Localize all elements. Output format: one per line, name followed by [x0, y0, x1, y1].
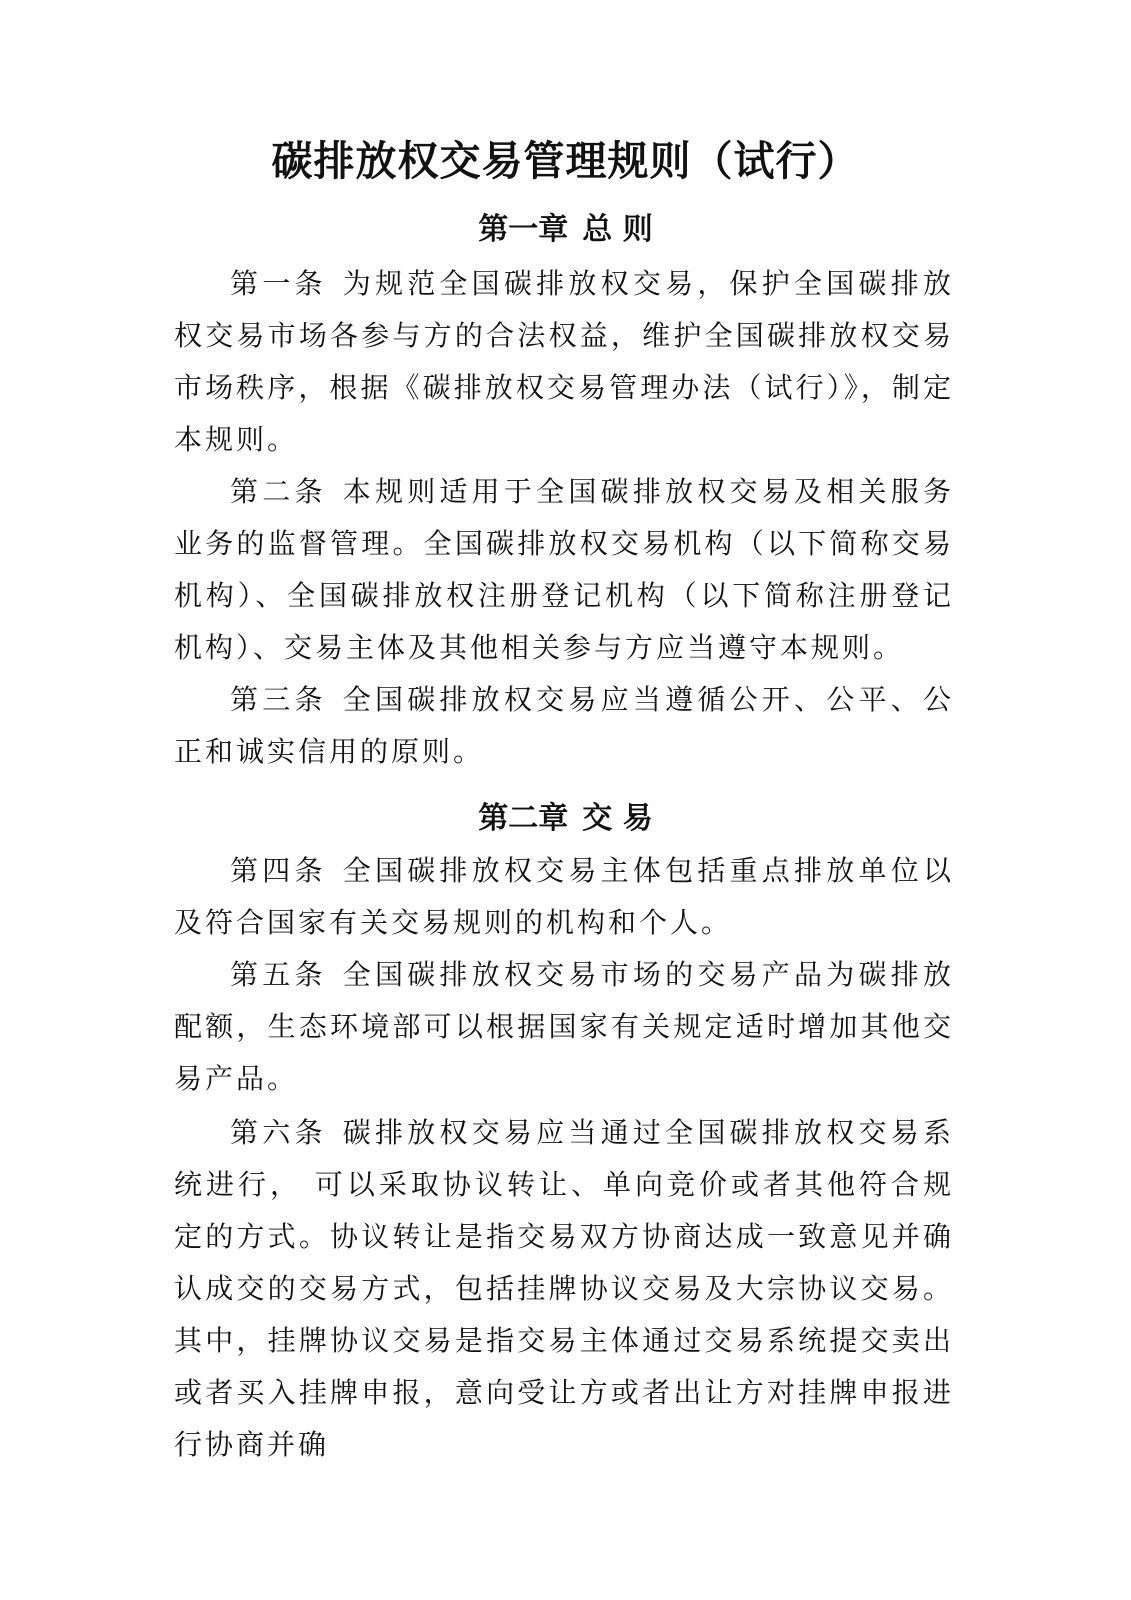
article-paragraph [174, 949, 954, 1105]
article-text: 为规范全国碳排放权交易，保护全国碳排放权交易市场各参与方的合法权益，维护全国碳排放权交易市场秩序，根据《碳排放权交易管理办法（试行）》，制定本规则。 [174, 267, 954, 456]
chapter-name: 总 则 [582, 212, 653, 247]
article-text: 全国碳排放权交易主体包括重点排放单位以及符合国家有关交易规则的机构和个人。 [174, 854, 954, 939]
article-number: 第四条 [230, 854, 327, 887]
chapter-number: 第一章 [478, 212, 569, 247]
article-paragraph [174, 674, 954, 778]
article-number: 第五条 [230, 958, 327, 991]
chapter-heading [0, 207, 1131, 253]
article-paragraph [174, 845, 954, 949]
article-paragraph [174, 1107, 954, 1471]
article-number: 第一条 [230, 267, 327, 300]
article-text: 全国碳排放权交易市场的交易产品为碳排放配额，生态环境部可以根据国家有关规定适时增加其他交易产品。 [174, 958, 954, 1095]
article-number: 第六条 [230, 1116, 327, 1149]
chapter-number: 第二章 [478, 801, 569, 836]
article-number: 第二条 [230, 475, 327, 508]
document-title: 碳排放权交易管理规则（试行） [271, 137, 860, 185]
article-paragraph [174, 258, 954, 466]
article-text: 全国碳排放权交易应当遵循公开、公平、公正和诚实信用的原则。 [174, 683, 954, 768]
article-text: 本规则适用于全国碳排放权交易及相关服务业务的监督管理。全国碳排放权交易机构（以下简称交易机构）、全国碳排放权注册登记机构（以下简称注册登记机构）、交易主体及其他相关参与方应当遵守本规则。 [174, 475, 954, 664]
article-number: 第三条 [230, 683, 327, 716]
chapter-heading [0, 796, 1131, 842]
chapter-name: 交 易 [582, 801, 653, 836]
article-paragraph [174, 466, 954, 674]
article-text: 碳排放权交易应当通过全国碳排放权交易系统进行， 可以采取协议转让、单向竞价或者其他符合规定的方式。协议转让是指交易双方协商达成一致意见并确认成交的交易方式，包括挂牌协议交易及大宗协议交易。其中，挂牌协议交易是指交易主体通过交易系统提交卖出或者买入挂牌申报，意向受让方或者出让方对挂牌申报进行协商并确 [174, 1116, 954, 1461]
